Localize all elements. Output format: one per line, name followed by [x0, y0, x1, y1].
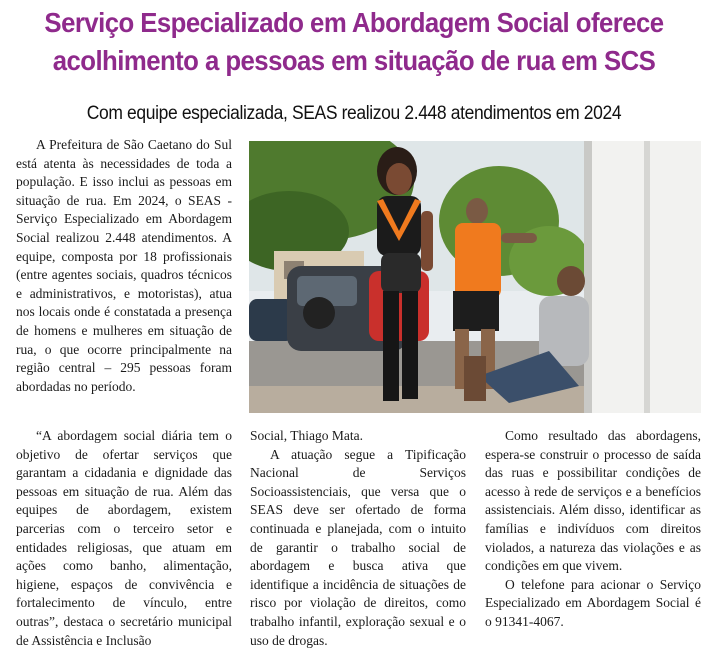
article-column-4 [485, 427, 701, 632]
paragraph: A Prefeitura de São Caetano do Sul está atenta às necessidades de toda a população. E isso inclui as pessoas em situação de rua. Em 2024, o SEAS - Serviço Especializado em Abordagem Social realizou 2.448 atendimentos. A equipe, composta por 18 profissionais (entre agentes sociais, quadros técnicos e administrativos, e motoristas), atua nos locais onde é constatada a presença de homens e mulheres em situação de rua, o que ocorre principalmente na região central – 295 pessoas foram abordadas no período. [16, 137, 232, 394]
article-photo [249, 141, 701, 413]
article-column-3 [250, 427, 466, 650]
paragraph-continuation: Social, Thiago Mata. [250, 428, 363, 443]
headline-line-2: acolhimento a pessoas em situação de rua em SCS [52, 45, 656, 76]
headline-line-1: Serviço Especializado em Abordagem Social oferece [44, 7, 664, 38]
headline [28, 4, 679, 80]
article-column-2 [16, 427, 232, 650]
paragraph: O telefone para acionar o Serviço Especializado em Abordagem Social é o 91341-4067. [485, 576, 701, 629]
paragraph: “A abordagem social diária tem o objetivo de ofertar serviços que garantam a cidadania e dignidade das pessoas em situação de rua. Além das equipes de abordagem, existem parcerias com o terceiro setor e entidades religiosas, que atuam em ações como banho, alimentação, higiene, espaços de convivência e fortalecimento de vínculo, entre outras”, destaca o secretário municipal de Assistência e Inclusão [16, 428, 232, 648]
paragraph: Como resultado das abordagens, espera-se construir o processo de saída das ruas e possibilitar condições de acesso à rede de serviços e a benefícios assistenciais. Além disso, identificar as famílias e indivíduos com direitos violados, a natureza das violações e as condições em que vivem. [485, 428, 701, 574]
subheadline: Com equipe especializada, SEAS realizou 2.448 atendimentos em 2024 [86, 103, 622, 124]
article-column-1 [16, 136, 232, 396]
paragraph: A atuação segue a Tipificação Nacional de Serviços Socioassistenciais, que versa que o SEAS deve ser ofertado de forma continuada e planejada, com o intuito de garantir o trabalho social de abordagem e busca ativa que identifique a incidência de situações de risco por violação de direitos, como trabalho infantil, exploração sexual e o uso de drogas. [250, 446, 466, 648]
